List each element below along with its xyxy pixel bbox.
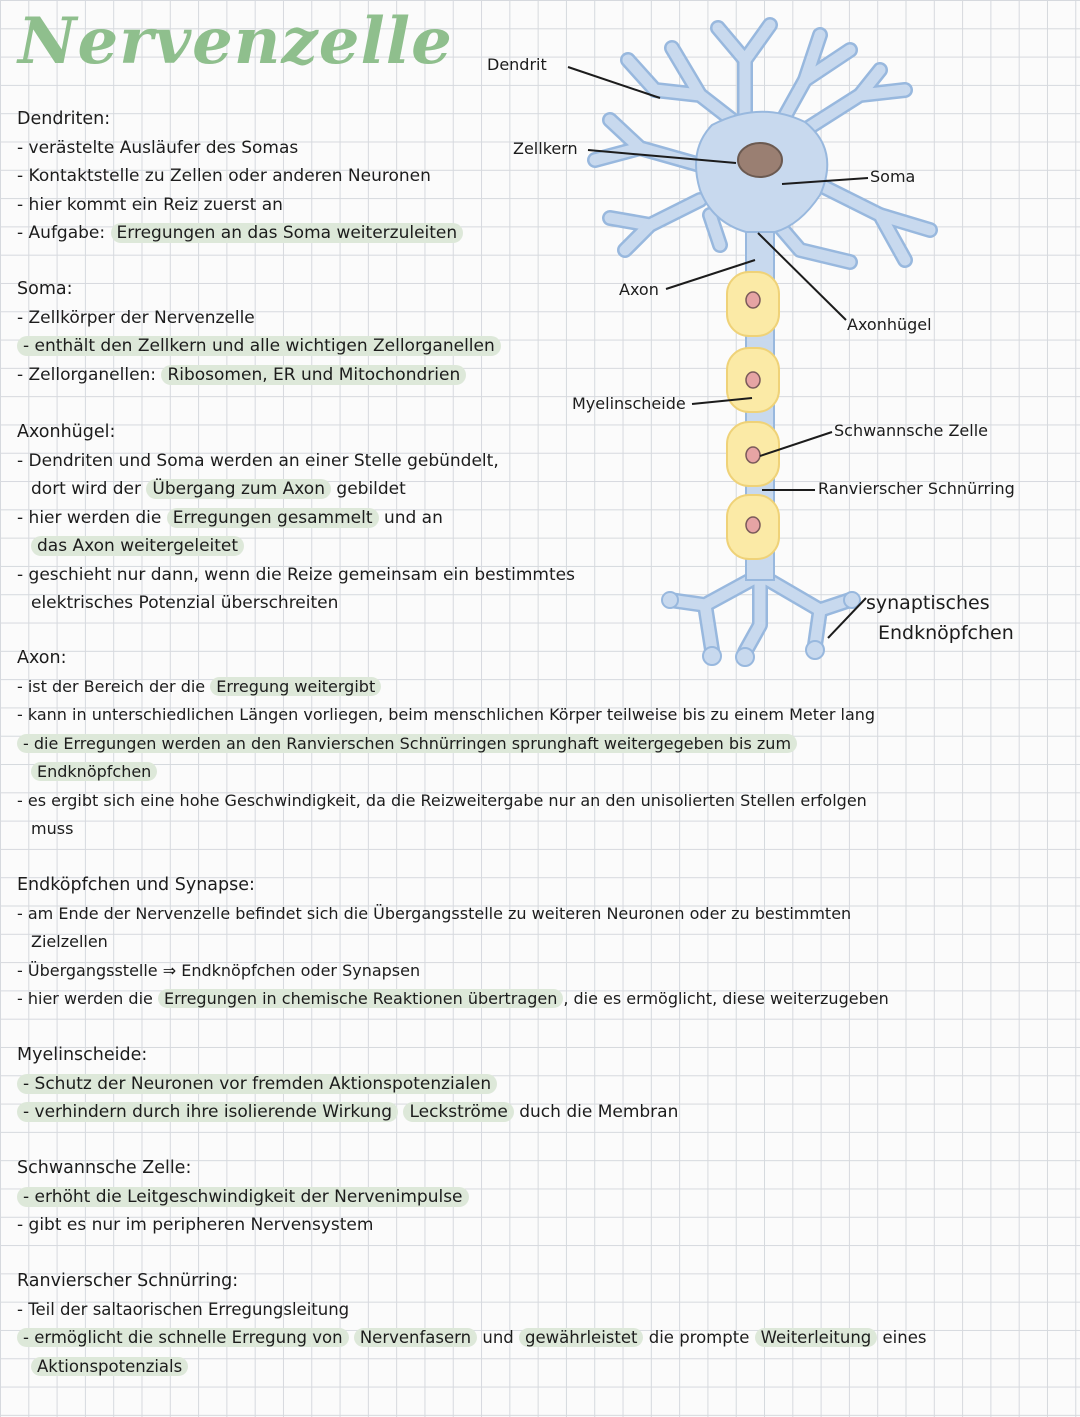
page-title: Nervenzelle <box>18 4 453 79</box>
highlight: - die Erregungen werden an den Ranvierschen Schnürringen sprunghaft weitergegeben bis zum <box>17 734 797 753</box>
section-heading: Schwannsche Zelle: <box>17 1158 192 1178</box>
note-line <box>17 1070 678 1099</box>
section-heading: Myelinscheide: <box>17 1045 148 1065</box>
label-axonhuegel: Axonhügel <box>847 315 932 334</box>
note-line: muss <box>31 819 74 838</box>
note-line: - hier kommt ein Reiz zuerst an <box>17 194 283 215</box>
highlight: Nervenfasern <box>354 1328 477 1347</box>
note-text: - ist der Bereich der die <box>17 676 206 696</box>
note-line: - geschieht nur dann, wenn die Reize gemeinsam ein bestimmtes <box>17 564 575 585</box>
highlight: Aktionspotenzials <box>31 1357 188 1376</box>
highlight: - erhöht die Leitgeschwindigkeit der Nervenimpulse <box>17 1187 469 1207</box>
note-line <box>17 504 575 533</box>
label-ranvier: Ranvierscher Schnürring <box>818 479 1015 498</box>
note-line <box>17 730 875 759</box>
section-endknoepfchen <box>17 871 889 1014</box>
note-text: - Zellorganellen: <box>17 364 157 385</box>
section-dendriten <box>17 105 463 248</box>
note-line <box>17 673 875 702</box>
note-line <box>17 532 575 561</box>
section-heading: Axon: <box>17 648 67 668</box>
label-synaptisches: synaptisches <box>866 592 990 614</box>
section-heading: Soma: <box>17 279 73 299</box>
note-line: - verästelte Ausläufer des Somas <box>17 137 299 158</box>
nucleus <box>738 143 782 177</box>
schwann-nucleus <box>746 292 760 308</box>
note-text: und an <box>383 507 443 528</box>
note-line <box>17 758 875 787</box>
label-axon: Axon <box>619 280 659 299</box>
schwann-nucleus <box>746 517 760 533</box>
note-text: eines <box>882 1328 927 1347</box>
note-line: Zielzellen <box>31 932 108 951</box>
section-heading: Ranvierscher Schnürring: <box>17 1271 239 1291</box>
note-text: dort wird der <box>31 479 142 499</box>
section-axonhuegel <box>17 418 575 618</box>
highlight: Erregungen an das Soma weiterzuleiten <box>111 223 464 243</box>
note-line <box>17 1353 926 1382</box>
note-text: duch die Membran <box>519 1102 679 1122</box>
note-text: und <box>482 1328 514 1347</box>
highlight: - ermöglicht die schnelle Erregung von <box>17 1328 349 1347</box>
section-myelinscheide <box>17 1041 678 1127</box>
note-line <box>17 1098 678 1127</box>
note-line <box>17 332 501 361</box>
schwann-nucleus <box>746 447 760 463</box>
note-line <box>17 475 575 504</box>
note-line <box>17 1324 926 1353</box>
note-line: - Dendriten und Soma werden an einer Stelle gebündelt, <box>17 450 499 471</box>
highlight: das Axon weitergeleitet <box>31 536 244 556</box>
note-line: elektrisches Potenzial überschreiten <box>31 593 339 613</box>
note-text: - hier werden die <box>17 507 162 528</box>
note-line: - gibt es nur im peripheren Nervensystem <box>17 1215 374 1235</box>
highlight: - verhindern durch ihre isolierende Wirkung <box>17 1102 398 1122</box>
label-dendrit: Dendrit <box>487 55 547 74</box>
label-schwann: Schwannsche Zelle <box>834 421 989 440</box>
label-endknoepfchen: Endknöpfchen <box>878 622 1014 644</box>
section-heading: Endköpfchen und Synapse: <box>17 875 255 895</box>
section-soma <box>17 275 501 389</box>
highlight: Ribosomen, ER und Mitochondrien <box>161 365 466 385</box>
highlight: - Schutz der Neuronen vor fremden Aktionspotenzialen <box>17 1074 497 1094</box>
note-line: - Übergangsstelle ⇒ Endknöpfchen oder Synapsen <box>17 960 421 980</box>
highlight: gewährleistet <box>519 1328 643 1347</box>
label-soma: Soma <box>870 167 916 186</box>
note-line: - am Ende der Nervenzelle befindet sich die Übergangsstelle zu weiteren Neuronen oder zu bestimmten <box>17 903 852 923</box>
note-line: - kann in unterschiedlichen Längen vorliegen, beim menschlichen Körper teilweise bis zu einem Meter lang <box>17 705 876 724</box>
label-synaptic-button <box>866 588 1066 648</box>
note-line <box>17 1183 469 1212</box>
note-line <box>17 361 501 390</box>
schwann-nucleus <box>746 372 760 388</box>
note-line <box>17 219 463 248</box>
section-heading: Dendriten: <box>17 109 111 129</box>
note-line <box>17 985 889 1014</box>
section-schwann <box>17 1154 469 1240</box>
highlight: Übergang zum Axon <box>146 479 331 499</box>
note-line: - Kontaktstelle zu Zellen oder anderen Neuronen <box>17 166 431 186</box>
note-text: - Aufgabe: <box>17 223 106 243</box>
section-axon <box>17 644 875 844</box>
highlight: Erregungen in chemische Reaktionen übertragen <box>158 989 563 1008</box>
label-myelinscheide: Myelinscheide <box>572 394 686 413</box>
highlight: Erregung weitergibt <box>210 677 381 696</box>
highlight: Leckströme <box>403 1102 513 1122</box>
note-text: die prompte <box>648 1328 750 1347</box>
highlight: - enthält den Zellkern und alle wichtigen Zellorganellen <box>17 336 501 356</box>
section-heading: Axonhügel: <box>17 422 116 442</box>
highlight: Endknöpfchen <box>31 762 157 781</box>
note-text: gebildet <box>336 479 406 499</box>
label-zellkern: Zellkern <box>513 139 578 158</box>
note-line: - Zellkörper der Nervenzelle <box>17 307 255 328</box>
highlight: Erregungen gesammelt <box>167 508 379 528</box>
note-text: - hier werden die <box>17 989 153 1008</box>
note-line: - Teil der saltaorischen Erregungsleitung <box>17 1299 350 1319</box>
note-line: - es ergibt sich eine hohe Geschwindigkeit, da die Reizweitergabe nur an den unisolierten Stellen erfolgen <box>17 790 867 810</box>
highlight: Weiterleitung <box>755 1328 878 1347</box>
note-text: , die es ermöglicht, diese weiterzugeben <box>563 989 889 1008</box>
section-ranvier <box>17 1267 926 1381</box>
